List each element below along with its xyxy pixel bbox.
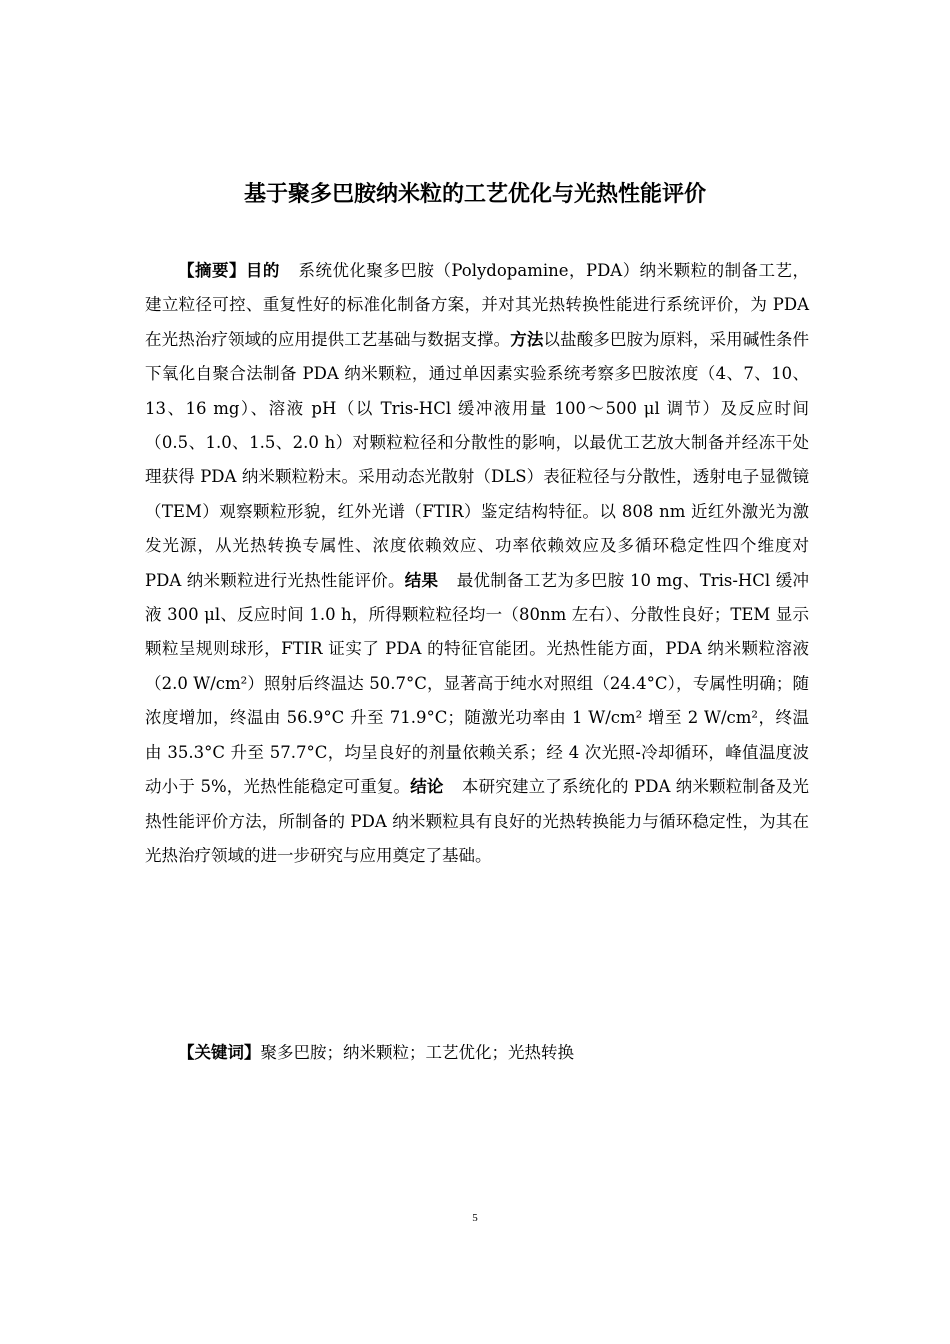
page-number: 5 bbox=[472, 1212, 478, 1224]
results-text: 最优制备工艺为多巴胺 10 mg、Tris-HCl 缓冲液 300 μl、反应时间 1.0 h，所得颗粒粒径均一（80nm 左右）、分散性良好；TEM 显示颗粒呈规则球形，FTIR 证实了 PDA 的特征官能团。光热性能方面，PDA 纳米颗粒溶液（2.0 W/cm²）照射后终温达 50.7°C，显著高于纯水对照组（24.4°C），专属性明确；随浓度增加，终温由 56.9°C 升至 71.9°C；随激光功率由 1 W/cm² 增至 2 W/cm²，终温由 35.3°C 升至 57.7°C，均呈良好的剂量依赖关系；经 4 次光照-冷却循环，峰值温度波动小于 5%，光热性能稳定可重复。 bbox=[145, 570, 809, 797]
conclusion-label: 结论 bbox=[410, 777, 444, 797]
paper-title: 基于聚多巴胺纳米粒的工艺优化与光热性能评价 bbox=[243, 182, 706, 207]
objective-text: 系统优化聚多巴胺（Polydopamine，PDA）纳米颗粒的制备工艺，建立粒径可控、重复性好的标准化制备方案，并对其光热转换性能进行系统评价，为 PDA 在光热治疗领域的应用提供工艺基础与数据支撑。 bbox=[145, 261, 809, 349]
keywords-text: 聚多巴胺；纳米颗粒；工艺优化；光热转换 bbox=[260, 1043, 574, 1062]
abstract-label: 【摘要】 bbox=[178, 261, 246, 280]
methods-text: 以盐酸多巴胺为原料，采用碱性条件下氧化自聚合法制备 PDA 纳米颗粒，通过单因素实验系统考察多巴胺浓度（4、7、10、13、16 mg）、溶液 pH（以 Tris-HCl 缓冲液用量 100～500 μl 调节）及反应时间（0.5、1.0、1.5、2.0 h）对颗粒粒径和分散性的影响，以最优工艺放大制备并经冻干处理获得 PDA 纳米颗粒粉末。采用动态光散射（DLS）表征粒径与分散性，透射电子显微镜（TEM）观察颗粒形貌，红外光谱（FTIR）鉴定结构特征。以 808 nm 近红外激光为激发光源，从光热转换专属性、浓度依赖效应、功率依赖效应及多循环稳定性四个维度对 PDA 纳米颗粒进行光热性能评价。 bbox=[145, 329, 810, 590]
keywords-label: 【关键词】 bbox=[178, 1043, 261, 1062]
results-label: 结果 bbox=[404, 570, 439, 590]
abstract-paragraph bbox=[145, 254, 809, 873]
methods-label: 方法 bbox=[510, 329, 544, 349]
keywords-line bbox=[145, 1036, 809, 1070]
conclusion-text: 本研究建立了系统化的 PDA 纳米颗粒制备及光热性能评价方法，所制备的 PDA 纳米颗粒具有良好的光热转换能力与循环稳定性，为其在光热治疗领域的进一步研究与应用奠定了基础。 bbox=[145, 777, 810, 865]
objective-label: 目的 bbox=[245, 261, 280, 280]
